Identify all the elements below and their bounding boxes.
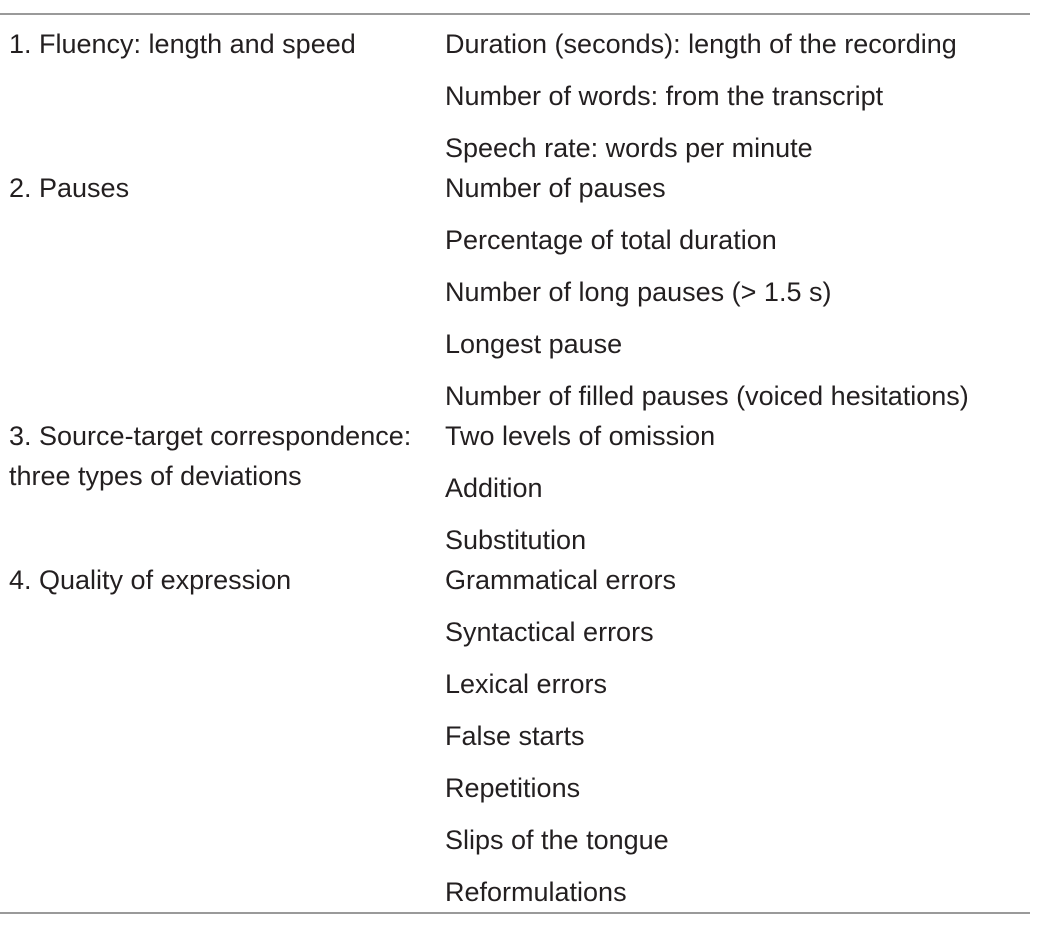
criterion-item: Substitution [445,525,587,555]
criterion-item: Two levels of omission [445,421,716,451]
criterion-item: Number of words: from the transcript [445,81,884,111]
table-bottom-rule [0,912,1030,914]
criterion-item: Addition [445,473,543,503]
criterion-item: Reformulations [445,877,627,907]
category-quality-of-expression: 4. Quality of expression [9,565,292,595]
category-fluency: 1. Fluency: length and speed [9,29,356,59]
criterion-item: Number of pauses [445,173,666,203]
category-source-target: 3. Source-target correspondence: three types of deviations [9,421,412,491]
criterion-item: Repetitions [445,773,581,803]
criterion-item: Speech rate: words per minute [445,133,813,163]
criterion-item: Percentage of total duration [445,225,777,255]
criterion-item: Syntactical errors [445,617,654,647]
criterion-item: False starts [445,721,585,751]
criterion-item: Number of long pauses (> 1.5 s) [445,277,832,307]
criterion-item: Slips of the tongue [445,825,669,855]
criterion-item: Duration (seconds): length of the recording [445,29,957,59]
criterion-item: Grammatical errors [445,565,677,595]
criterion-item: Number of filled pauses (voiced hesitations) [445,381,969,411]
category-pauses: 2. Pauses [9,173,130,203]
criterion-item: Longest pause [445,329,623,359]
criterion-item: Lexical errors [445,669,608,699]
